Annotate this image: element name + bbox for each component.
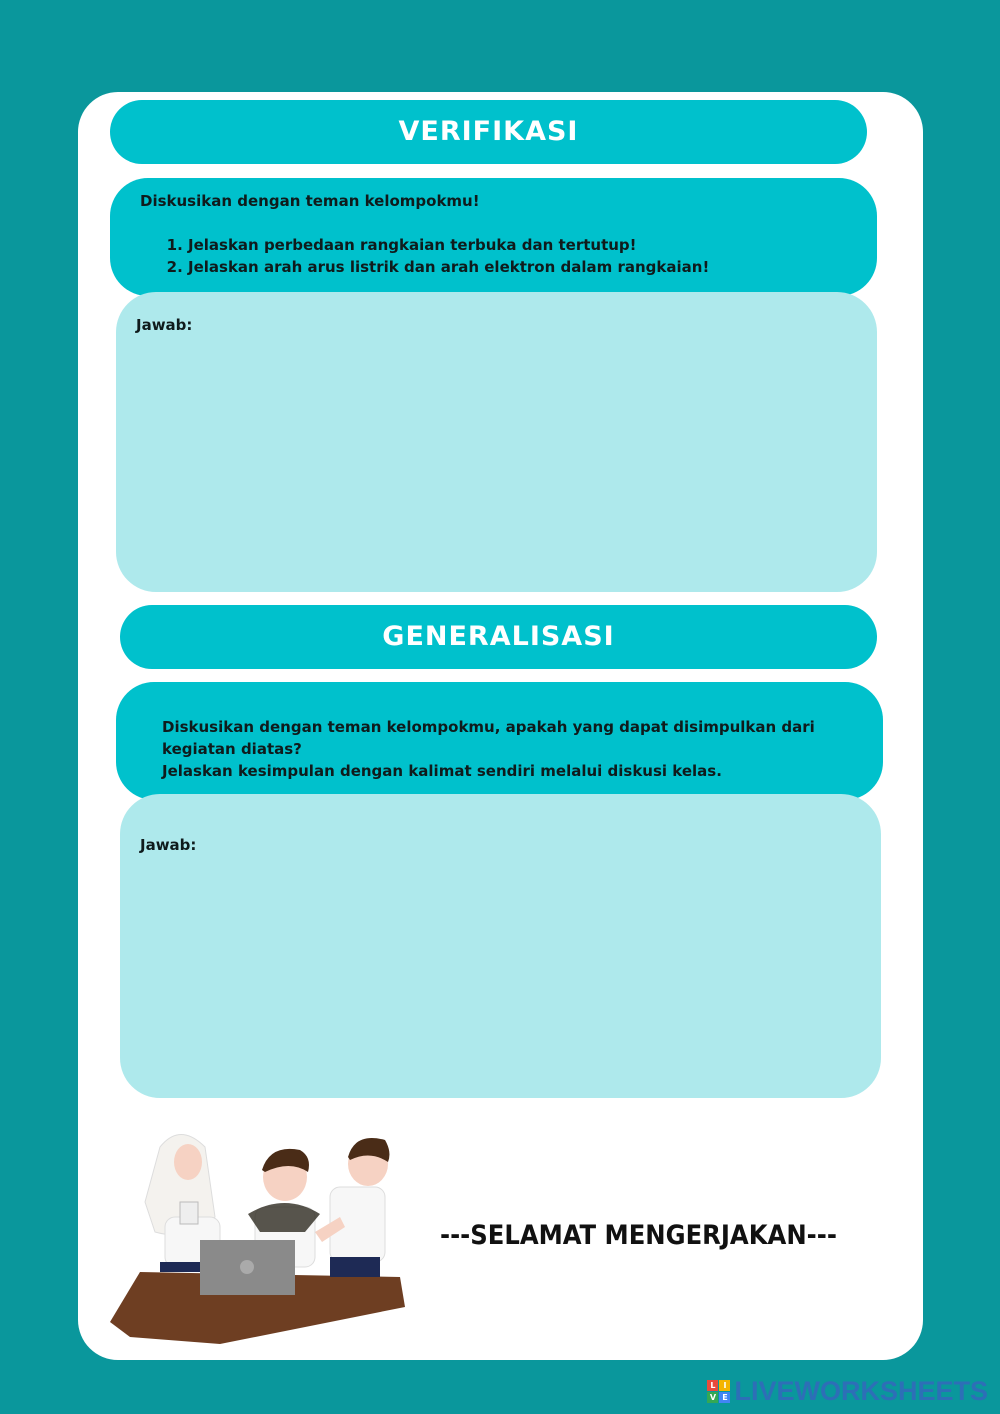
liveworksheets-wordmark: LIVEWORKSHEETS xyxy=(734,1375,988,1406)
verifikasi-prompt xyxy=(110,178,877,296)
students-studying-icon xyxy=(100,1122,420,1347)
verifikasi-answer-label: Jawab: xyxy=(136,316,193,334)
verifikasi-intro: Diskusikan dengan teman kelompokmu! xyxy=(140,192,480,210)
worksheet-card xyxy=(78,92,923,1360)
generalisasi-title: GENERALISASI xyxy=(382,621,615,652)
generalisasi-prompt-line1: Diskusikan dengan teman kelompokmu, apakah yang dapat disimpulkan dari kegiatan diatas? xyxy=(162,718,815,758)
liveworksheets-logo-icon: L I V E xyxy=(707,1380,730,1403)
verifikasi-answer-box xyxy=(116,292,877,592)
generalisasi-answer-input[interactable] xyxy=(140,864,861,1076)
verifikasi-title: VERIFIKASI xyxy=(398,116,579,147)
generalisasi-answer-label: Jawab: xyxy=(140,836,197,854)
verifikasi-question-2: 2. Jelaskan arah arus listrik dan arah elektron dalam rangkaian! xyxy=(188,256,857,278)
generalisasi-header xyxy=(120,605,877,669)
verifikasi-header xyxy=(110,100,867,164)
verifikasi-answer-input[interactable] xyxy=(136,344,857,570)
generalisasi-answer-box xyxy=(120,794,881,1098)
verifikasi-question-1: 1. Jelaskan perbedaan rangkaian terbuka dan tertutup! xyxy=(188,234,857,256)
generalisasi-prompt xyxy=(116,682,883,800)
generalisasi-prompt-line2: Jelaskan kesimpulan dengan kalimat sendiri melalui diskusi kelas. xyxy=(162,762,722,780)
closing-message: ---SELAMAT MENGERJAKAN--- xyxy=(440,1220,837,1251)
liveworksheets-brand[interactable] xyxy=(707,1376,988,1406)
verifikasi-question-list xyxy=(140,234,857,278)
